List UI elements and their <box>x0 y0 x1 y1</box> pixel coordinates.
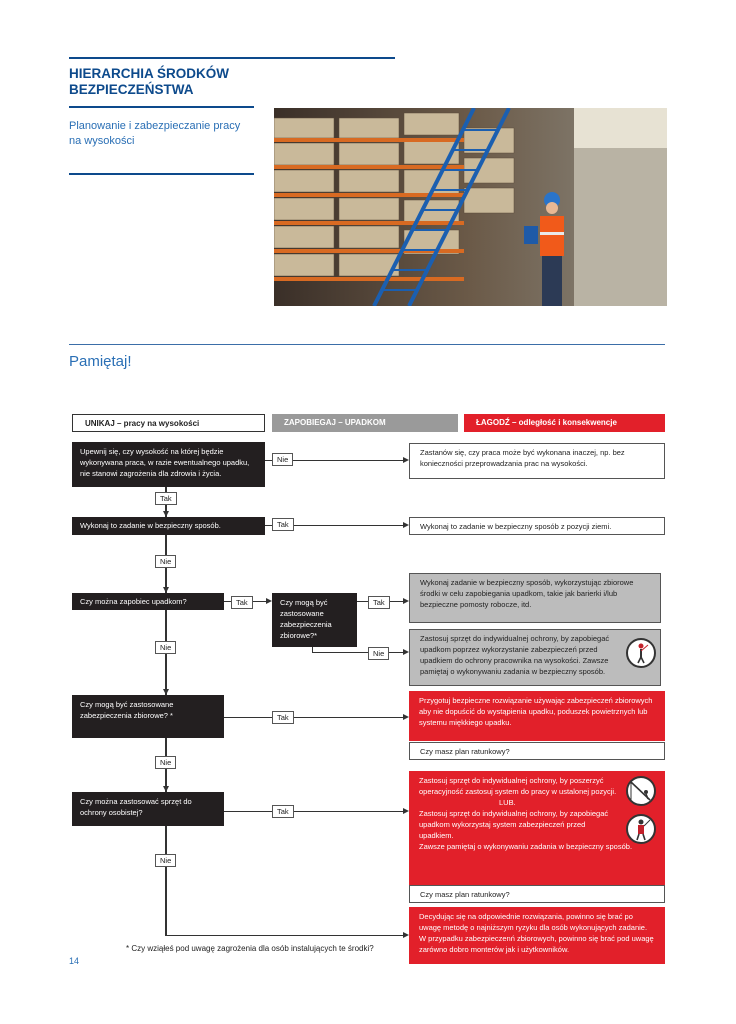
result-collective-prevention: Wykonaj zadanie w bezpieczny sposób, wykorzystując zbiorowe środki w celu zapobiegania upadkom, takie jak barierki i/lub bezpieczne pomosty robocze, itd. <box>409 573 661 623</box>
column-header-mitigate: ŁAGODŹ – odległość i konsekwencje <box>464 414 665 432</box>
rescue-plan-question: Czy masz plan ratunkowy? <box>409 742 665 760</box>
label-no: Nie <box>155 854 176 867</box>
result-lowest-risk: Decydując się na odpowiednie rozwiązania, powinno się brać po uwagę metodę o najniższym ryzyku dla osób wykonujących zadanie. W przypadku zabezpieczenń zbiorowych, powinno się brać pod uwagę zarówno dobro monterów jak i użytkowników. <box>409 907 665 964</box>
label-no: Nie <box>155 641 176 654</box>
label-no: Nie <box>272 453 293 466</box>
result-do-differently: Zastanów się, czy praca może być wykonana inaczej, np. bez konieczności przeprowadzania prac na wysokości. <box>409 443 665 479</box>
result-fall-arrest: Zastosuj sprzęt do indywidualnej ochrony, by zapobiegać upadkom wykorzystaj system zabezpieczeń przed upadkiem. <box>419 809 609 840</box>
connector <box>165 935 405 936</box>
result-from-ground: Wykonaj to zadanie w bezpieczny sposób z pozycji ziemi. <box>409 517 665 535</box>
result-personal-fall-restraint: Zastosuj sprzęt do indywidualnej ochrony, by zapobiegać upadkom poprzez wykorzystanie zabezpieczeń przed upadkiem do ochrony pracownika na wysokości. Zawsze pamiętaj o wykonywaniu zadania w bezpieczny sposób. <box>409 629 661 686</box>
connector <box>312 652 405 653</box>
label-yes: Tak <box>272 805 294 818</box>
work-positioning-icon <box>626 776 656 806</box>
section-rule <box>69 344 665 345</box>
spine-segment <box>165 897 167 936</box>
warehouse-photo <box>274 108 667 306</box>
top-rule <box>69 57 395 59</box>
section-title: Pamiętaj! <box>69 353 132 370</box>
column-header-prevent: ZAPOBIEGAJ – UPADKOM <box>272 414 458 432</box>
footnote: * Czy wziąłeś pod uwagę zagrożenia dla osób instalujących te środki? <box>126 944 374 953</box>
result-always-safe: Zawsze pamiętaj o wykonywaniu zadania w bezpieczny sposób. <box>419 842 633 851</box>
title-line-2: BEZPIECZEŃSTWA <box>69 82 194 97</box>
label-yes: Tak <box>272 711 294 724</box>
question-personal-protection: Czy można zastosować sprzęt do ochrony osobistej? <box>72 792 224 826</box>
result-collective-mitigation: Przygotuj bezpieczne rozwiązanie używając zabezpieczeń zbiorowych aby nie dopuścić do wystąpienia upadku, poduszek powietrznych lub systemu miękkiego upadku. <box>409 691 665 741</box>
question-prevent-falls: Czy można zapobiec upadkom? <box>72 593 224 610</box>
fall-restraint-icon <box>626 638 656 668</box>
label-yes: Tak <box>155 492 177 505</box>
fall-arrest-icon <box>626 814 656 844</box>
title-line-1: HIERARCHIA ŚRODKÓW <box>69 66 229 81</box>
page-title <box>69 66 259 98</box>
question-collective-mitigation: Czy mogą być zastosowane zabezpieczenia zbiorowe? * <box>72 695 224 738</box>
column-header-avoid: UNIKAJ – pracy na wysokości <box>72 414 265 432</box>
step-do-safely: Wykonaj to zadanie w bezpieczny sposób. <box>72 517 265 535</box>
label-no: Nie <box>368 647 389 660</box>
label-yes: Tak <box>368 596 390 609</box>
warehouse-photo-illustration <box>274 108 667 306</box>
page-number: 14 <box>69 956 80 966</box>
subtitle-line-2: na wysokości <box>69 135 135 147</box>
question-height-risk: Upewnij się, czy wysokość na której będzie wykonywana praca, w razie ewentualnego upadku, nie stanowi zagrożenia dla zdrowia i życia. <box>72 442 265 487</box>
subtitle-line-1: Planowanie i zabezpieczanie pracy <box>69 120 241 132</box>
subtitle-rule <box>69 173 254 175</box>
result-or: LUB. <box>499 798 516 807</box>
title-rule <box>69 106 254 108</box>
label-yes: Tak <box>231 596 253 609</box>
label-no: Nie <box>155 555 176 568</box>
rescue-plan-question: Czy masz plan ratunkowy? <box>409 885 665 903</box>
result-work-positioning: Zastosuj sprzęt do indywidualnej ochrony, by poszerzyć operacyjność zastosuj system do pracy w ustalonej pozycji. <box>419 776 617 796</box>
label-yes: Tak <box>272 518 294 531</box>
connector <box>224 717 405 718</box>
label-no: Nie <box>155 756 176 769</box>
question-collective-protection: Czy mogą być zastosowane zabezpieczenia zbiorowe?* <box>272 593 357 647</box>
page-subtitle <box>69 119 259 149</box>
connector <box>224 811 405 812</box>
